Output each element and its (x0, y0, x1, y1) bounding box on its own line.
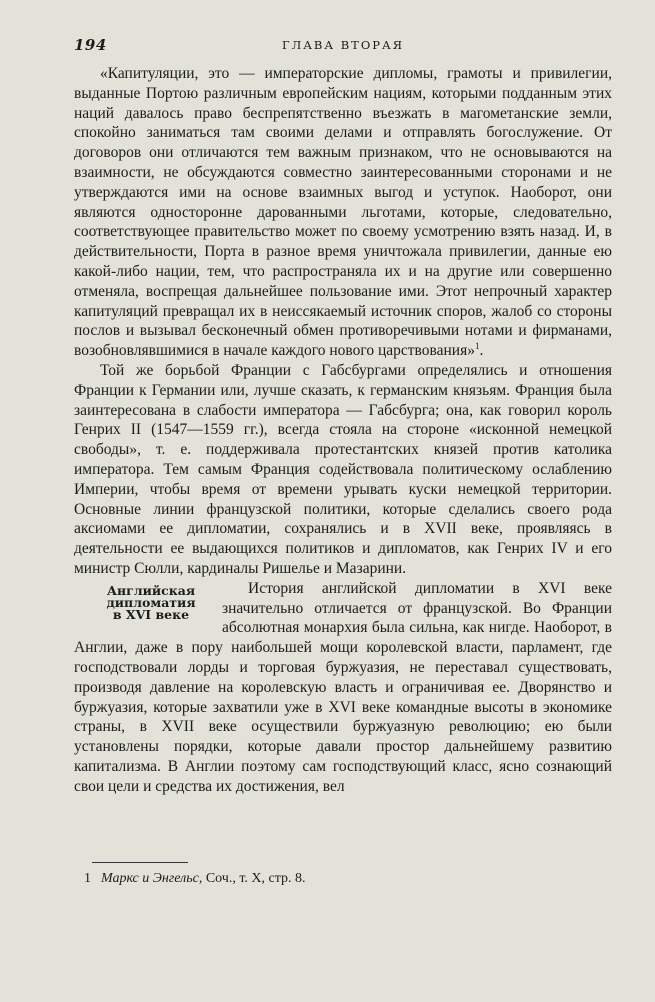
side-heading-line: в XVI веке (112, 606, 190, 622)
running-head (74, 36, 612, 56)
side-heading-line: Английская (106, 582, 196, 598)
paragraph-capitulations (74, 64, 612, 361)
page-number: 194 (74, 36, 107, 54)
side-heading-line: дипломатия (106, 594, 196, 610)
side-heading (68, 582, 208, 622)
footnote-number: 1 (84, 871, 91, 886)
paragraph-punctuation: . (479, 342, 484, 360)
paragraph-text: История английской дипломатии в XVI веке значительно отличается от французской. Во Франции абсолютная монархия была сильна, как нигде. Наоборот, в Англии, даже в пору наибольшей мощи королевской власти, парламент, где господствовали лорды и торговая буржуазия, не переставал существовать, производя давление на королевскую власть и ограничивая ее. Дворянство и буржуазия, которые захватили уже в XVI веке командные высоты в экономике страны, в XVII веке осуществили буржуазную революцию; ею были установлены порядки, которые давали простор дальнейшему развитию капитализма. В Англии поэтому сам господствующий класс, ясно сознающий свои цели и средства их достижения, вел (74, 579, 612, 795)
body-text (74, 64, 612, 796)
paragraph-english-diplomacy (74, 579, 612, 797)
footnote-citation: Соч., т. X, стр. 8. (205, 871, 306, 886)
paragraph-text: «Капитуляции, это — императорские дипломы, грамоты и привилегии, выданные Портою различным европейским нациям, которыми подданным этих наций давалось право беспрепятственно въезжать в магометанские земли, спокойно заниматься там своими делами и отправлять богослужение. От договоров они отличаются тем важным признаком, что не основываются на взаимности, не обсуждаются совместно заинтересованными сторонами и не утверждаются ими на основе взаимных выгод и уступок. Наоборот, они являются односторонне дарованными льготами, которые, следовательно, соответствующее правительство может по своему усмотрению взять назад. И, в действительности, Порта в разное время уничтожала привилегии, данные ею какой-либо нации, тем, что распространяла их и на другие или совершенно отменяла, воспрещая дальнейшее пользование ими. Этот непрочный характер капитуляций превращал их в неиссякаемый источник споров, жалоб со стороны послов и вызывал бесконечный обмен противоречивыми нотами и фирманами, возобновлявшимися в начале каждого нового царствования» (74, 65, 612, 360)
footnote-authors: Маркс и Энгельс, (101, 871, 203, 886)
footnote-divider (92, 862, 188, 863)
footnote (84, 871, 604, 887)
paragraph-france-germany: Той же борьбой Франции с Габсбургами определялись и отношения Франции к Германии или, лучше сказать, к германским князьям. Франция была заинтересована в слабости императора — Габсбурга; она, как говорил король Генрих II (1547—1559 гг.), всегда стояла на стороне «исконной немецкой свободы», т. е. поддерживала протестантских князей против католика императора. Тем самым Франция содействовала политическому ослаблению Империи, чтобы время от времени урывать куски немецкой территории. Основные линии французской политики, которые сделались своего рода аксиомами ее дипломатии, сохранялись и в XVII веке, проявляясь в деятельности ее выдающихся политиков и дипломатов, как Генрих IV и его министр Сюлли, кардиналы Ришелье и Мазарини. (74, 361, 612, 577)
footnote-reference: 1 (474, 341, 480, 351)
chapter-title: ГЛАВА ВТОРАЯ (281, 38, 405, 52)
